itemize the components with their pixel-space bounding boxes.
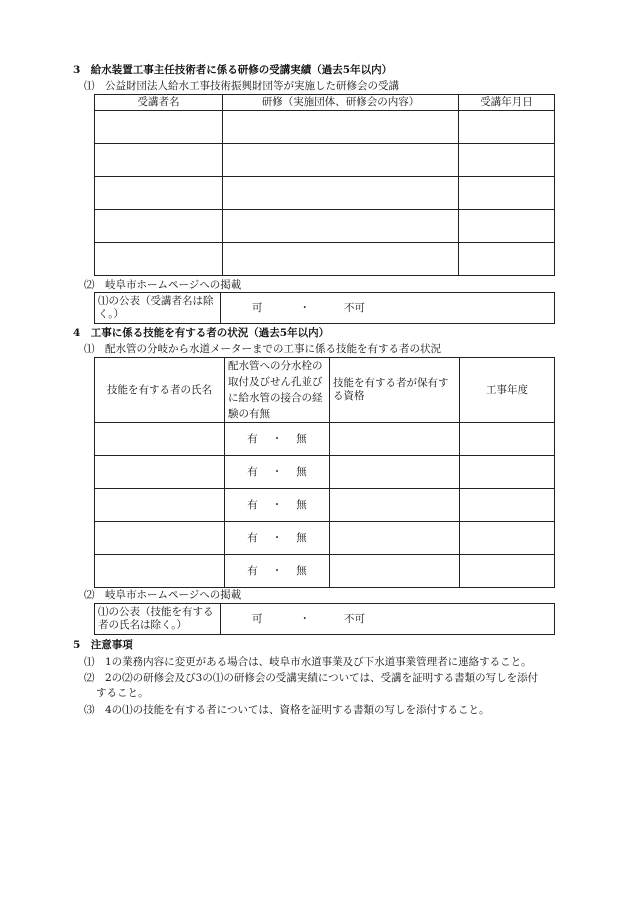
skilled-person-cell[interactable] bbox=[95, 555, 225, 588]
attendee-name-cell[interactable] bbox=[95, 111, 223, 144]
date-cell[interactable] bbox=[459, 210, 555, 243]
table-row bbox=[95, 144, 555, 177]
option-yes[interactable]: 有 bbox=[247, 564, 258, 577]
section-4-sub1: ⑴ 配水管の分岐から水道メーターまでの工事に係る技能を有する者の状況 bbox=[84, 343, 441, 355]
work-year-cell[interactable] bbox=[460, 423, 555, 456]
publish-table-4 bbox=[94, 603, 555, 635]
option-no[interactable]: 無 bbox=[296, 498, 307, 511]
work-year-cell[interactable] bbox=[460, 489, 555, 522]
attendee-name-cell[interactable] bbox=[95, 177, 223, 210]
publish-label: ⑴の公表（受講者名は除く。） bbox=[95, 293, 221, 324]
header-work-year: 工事年度 bbox=[460, 358, 555, 423]
work-year-cell[interactable] bbox=[460, 456, 555, 489]
header-training: 研修（実施団体、研修会の内容） bbox=[223, 95, 459, 111]
separator: ・ bbox=[271, 564, 283, 577]
option-yes[interactable]: 有 bbox=[247, 498, 258, 511]
qualification-cell[interactable] bbox=[330, 489, 460, 522]
separator: ・ bbox=[299, 301, 310, 314]
note-2: ⑵ 2の⑵の研修会及び3の⑴の研修会の受講実績については、受講を証明する書類の写しを添付 bbox=[84, 672, 539, 684]
work-year-cell[interactable] bbox=[460, 522, 555, 555]
option-no[interactable]: 無 bbox=[296, 465, 307, 478]
qualification-cell[interactable] bbox=[330, 423, 460, 456]
option-yes[interactable]: 有 bbox=[247, 465, 258, 478]
qualification-cell[interactable] bbox=[330, 522, 460, 555]
training-cell[interactable] bbox=[223, 243, 459, 276]
publish-table-3 bbox=[94, 292, 555, 324]
qualification-cell[interactable] bbox=[330, 456, 460, 489]
header-skilled-person: 技能を有する者の氏名 bbox=[95, 358, 225, 423]
table-row bbox=[95, 177, 555, 210]
skilled-person-cell[interactable] bbox=[95, 489, 225, 522]
training-table bbox=[94, 94, 555, 276]
table-row bbox=[95, 210, 555, 243]
section-4-heading: 4 工事に係る技能を有する者の状況（過去5年以内） bbox=[73, 327, 330, 339]
table-row bbox=[95, 555, 555, 588]
attendee-name-cell[interactable] bbox=[95, 210, 223, 243]
work-year-cell[interactable] bbox=[460, 555, 555, 588]
skilled-person-cell[interactable] bbox=[95, 522, 225, 555]
attendee-name-cell[interactable] bbox=[95, 144, 223, 177]
option-allowed[interactable]: 可 bbox=[252, 612, 263, 625]
date-cell[interactable] bbox=[459, 243, 555, 276]
option-yes[interactable]: 有 bbox=[247, 432, 258, 445]
training-cell[interactable] bbox=[223, 210, 459, 243]
table-row bbox=[95, 456, 555, 489]
header-experience: 配水管への分水栓の取付及びせん孔並びに給水管の接合の経験の有無 bbox=[225, 358, 330, 423]
option-no[interactable]: 無 bbox=[296, 564, 307, 577]
separator: ・ bbox=[299, 612, 310, 625]
table-row bbox=[95, 489, 555, 522]
date-cell[interactable] bbox=[459, 144, 555, 177]
option-no[interactable]: 無 bbox=[296, 432, 307, 445]
section-5-heading: 5 注意事項 bbox=[73, 639, 133, 651]
attendee-name-cell[interactable] bbox=[95, 243, 223, 276]
section-3-heading: 3 給水装置工事主任技術者に係る研修の受講実績（過去5年以内） bbox=[73, 64, 393, 76]
separator: ・ bbox=[271, 465, 283, 478]
skilled-person-cell[interactable] bbox=[95, 456, 225, 489]
separator: ・ bbox=[271, 432, 283, 445]
section-3-sub1: ⑴ 公益財団法人給水工事技術振興財団等が実施した研修会の受講 bbox=[84, 80, 399, 92]
separator: ・ bbox=[271, 498, 283, 511]
header-attendance-date: 受講年月日 bbox=[459, 95, 555, 111]
note-2-continued: すること。 bbox=[96, 687, 149, 699]
option-allowed[interactable]: 可 bbox=[252, 301, 263, 314]
option-not-allowed[interactable]: 不可 bbox=[344, 301, 365, 314]
header-attendee-name: 受講者名 bbox=[95, 95, 223, 111]
note-1: ⑴ 1の業務内容に変更がある場合は、岐阜市水道事業及び下水道事業管理者に連絡すること。 bbox=[84, 656, 532, 668]
training-cell[interactable] bbox=[223, 177, 459, 210]
table-row bbox=[95, 243, 555, 276]
qualification-cell[interactable] bbox=[330, 555, 460, 588]
table-row bbox=[95, 522, 555, 555]
training-cell[interactable] bbox=[223, 111, 459, 144]
separator: ・ bbox=[271, 531, 283, 544]
date-cell[interactable] bbox=[459, 177, 555, 210]
training-cell[interactable] bbox=[223, 144, 459, 177]
note-3: ⑶ 4の⑴の技能を有する者については、資格を証明する書類の写しを添付すること。 bbox=[84, 704, 490, 716]
publish-label: ⑴の公表（技能を有する者の氏名は除く。） bbox=[95, 604, 221, 635]
section-4-sub2: ⑵ 岐阜市ホームページへの掲載 bbox=[84, 589, 242, 601]
option-not-allowed[interactable]: 不可 bbox=[344, 612, 365, 625]
table-row bbox=[95, 111, 555, 144]
header-qualification: 技能を有する者が保有する資格 bbox=[330, 358, 460, 423]
date-cell[interactable] bbox=[459, 111, 555, 144]
table-row bbox=[95, 423, 555, 456]
skills-table bbox=[94, 357, 555, 588]
option-yes[interactable]: 有 bbox=[247, 531, 258, 544]
option-no[interactable]: 無 bbox=[296, 531, 307, 544]
section-3-sub2: ⑵ 岐阜市ホームページへの掲載 bbox=[84, 279, 242, 291]
skilled-person-cell[interactable] bbox=[95, 423, 225, 456]
